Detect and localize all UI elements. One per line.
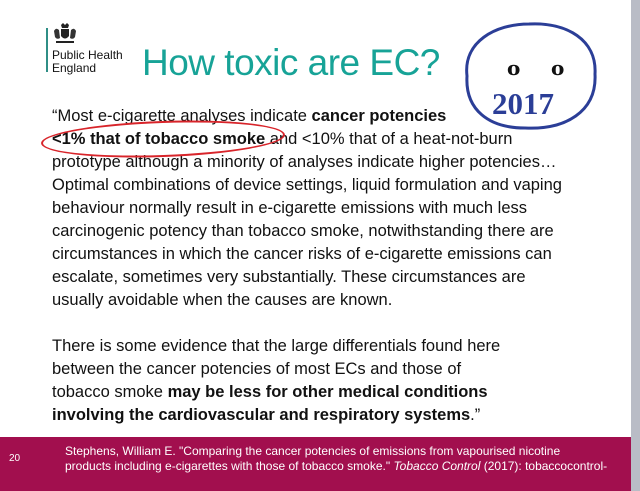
quote-line: escalate, sometimes very substantially. These circumstances are [52,268,526,286]
paragraph-gap [52,312,612,335]
circled-highlight-text: <1% that of tobacco smoke [52,130,266,148]
citation-text: (2017): tobaccocontrol- [480,459,608,473]
text-bold: cancer potencies [311,107,447,125]
quote-line: prototype although a minority of analyses indicate higher potencies… [52,153,557,171]
organisation-line: England [52,61,97,75]
citation-journal: Tobacco Control [393,459,481,473]
slide-footer [0,437,631,491]
stamp-mark: o [507,56,521,80]
text-normal: tobacco smoke [52,383,168,401]
quote-line: Optimal combinations of device settings, liquid formulation and vaping [52,176,562,194]
quote-line [52,381,612,404]
text-bold: involving the cardiovascular and respiratory systems [52,406,471,424]
citation-line: Stephens, William E. "Comparing the cancer potencies of emissions from vapourised nicotine [65,444,561,458]
quote-line: between the cancer potencies of most ECs and those of [52,360,462,378]
text-bold: may be less for other medical conditions [167,383,488,401]
citation-line [65,459,631,474]
page-number: 20 [9,453,21,464]
quote-line: There is some evidence that the large differentials found here [52,337,501,355]
quote-line: usually avoidable when the causes are known. [52,291,393,309]
text-normal: .” [470,406,481,424]
royal-crest-icon [52,22,78,46]
phe-logo [42,22,142,82]
text-normal: and <10% that of a heat-not-burn [265,130,513,148]
text-normal: “Most e-cigarette analyses indicate [52,107,312,125]
quote-paragraph [52,335,612,427]
logo-divider [46,28,48,72]
organisation-name [52,49,142,75]
slide-title: How toxic are EC? [142,42,440,83]
stamp-mark: o [551,56,565,80]
quote-line: circumstances in which the cancer risks of e-cigarette emissions can [52,245,552,263]
citation [65,444,631,474]
quote-line [52,404,612,427]
quote-line: carcinogenic potency than tobacco smoke, notwithstanding there are [52,222,554,240]
organisation-line: Public Health [52,48,123,62]
quote-line: behaviour normally result in e-cigarette emissions with much less [52,199,528,217]
citation-text: products including e-cigarettes with those of tobacco smoke." [65,459,394,473]
stamp-year: 2017 [492,86,554,121]
window-edge [631,0,640,491]
